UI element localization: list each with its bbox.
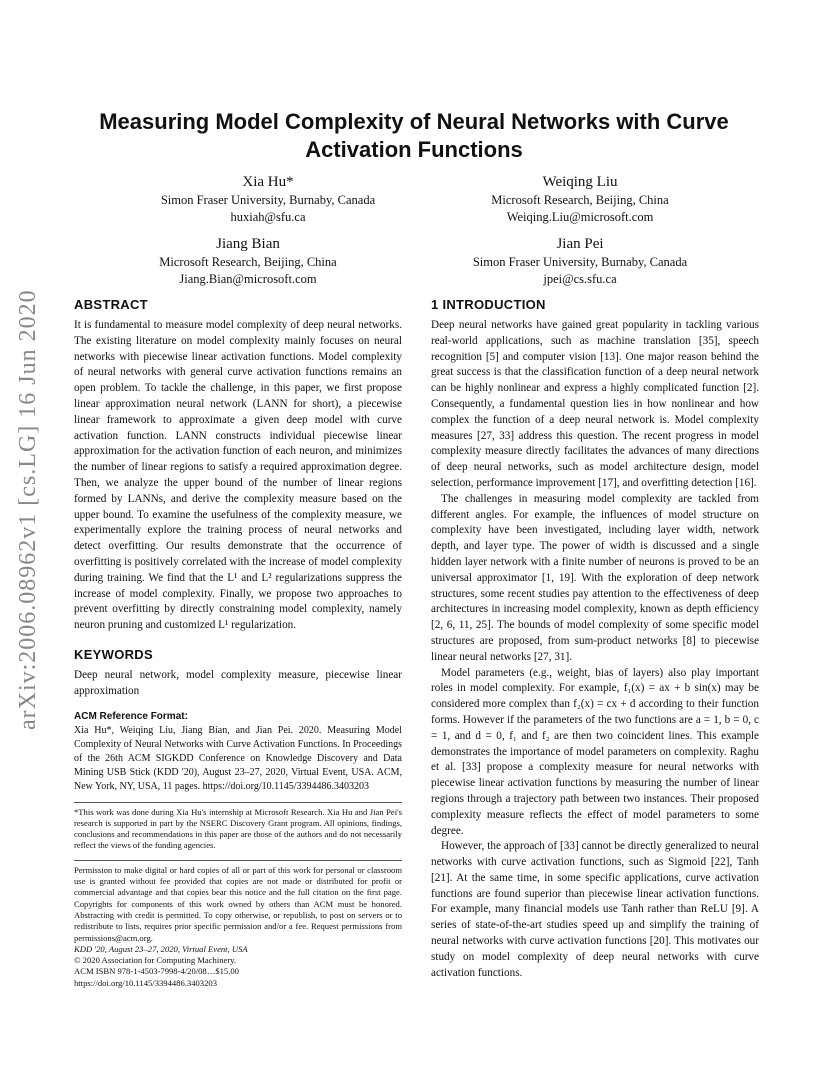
author-affiliation: Microsoft Research, Beijing, China xyxy=(491,193,669,207)
paper-title: Measuring Model Complexity of Neural Networks with Curve Activation Functions xyxy=(99,109,729,162)
conference-line: KDD '20, August 23–27, 2020, Virtual Event, USA xyxy=(74,943,248,954)
author-email: Jiang.Bian@microsoft.com xyxy=(179,272,317,286)
author-block-4 xyxy=(420,234,740,288)
permission-divider xyxy=(74,860,402,861)
arxiv-stamp: arXiv:2006.08962v1 [cs.LG] 16 Jun 2020 xyxy=(15,289,41,730)
copyright-line: © 2020 Association for Computing Machinery. xyxy=(74,955,237,966)
author-email: jpei@cs.sfu.ca xyxy=(543,272,617,286)
author-affiliation: Microsoft Research, Beijing, China xyxy=(159,255,337,269)
footnote-divider xyxy=(74,802,402,803)
doi-line: https://doi.org/10.1145/3394486.3403203 xyxy=(74,977,217,988)
author-block-3 xyxy=(88,234,408,288)
author-name: Jian Pei xyxy=(556,236,604,252)
author-affiliation: Simon Fraser University, Burnaby, Canada xyxy=(472,255,688,269)
keywords-heading: KEYWORDS xyxy=(74,646,153,662)
left-column xyxy=(74,296,402,989)
acm-reference-heading: ACM Reference Format: xyxy=(74,710,188,722)
intro-paragraph: However, the approach of [33] cannot be directly generalized to neural networks with curve activation functions, such as Sigmoid [22], Tanh [21]. At the same time, in some specific applications, curve activation functions are found superior than piecewise linear activation functions. For example, many financial models use Tanh rather than ReLU [9]. A series of state-of-the-art studies speed up and simplify the training of neural networks with curve activation functions [20]. This motivates our study on model complexity of deep neural networks with curve activation functions. xyxy=(431,840,759,979)
keywords-text: Deep neural network, model complexity measure, piecewise linear approximation xyxy=(74,668,402,697)
author-email: Weiqing.Liu@microsoft.com xyxy=(506,210,654,224)
acm-reference-text: Xia Hu*, Weiqing Liu, Jiang Bian, and Jian Pei. 2020. Measuring Model Complexity of Neural Networks with Curve Activation Functions. In Proceedings of the 26th ACM SIGKDD Conference on Knowledge Discovery and Data Mining USB Stick (KDD '20), August 23–27, 2020, Virtual Event, USA. ACM, New York, NY, USA, 11 pages. https://doi.org/10.1145/3394486.3403203 xyxy=(74,724,402,792)
author-block-1 xyxy=(108,172,428,226)
author-email: huxiah@sfu.ca xyxy=(230,210,306,224)
intro-paragraph: The challenges in measuring model complexity are tackled from different angles. For example, the influences of model structure on complexity have been investigated, including layer width, network depth, and layer type. The power of width is discussed and a single hidden layer network with a finite number of neurons is proved to be an universal approximator [1, 19]. With the exploration of deep network structures, some recent studies pay attention to the effectiveness of deep architectures in increasing model complexity, known as depth efficiency [2, 6, 11, 25]. The bounds of model complexity of some specific model structures are proposed, from sum-product networks [8] to piecewise linear neural networks [27, 31]. xyxy=(431,492,759,663)
isbn-line: ACM ISBN 978-1-4503-7998-4/20/08…$15.00 xyxy=(74,966,239,977)
author-affiliation: Simon Fraser University, Burnaby, Canada xyxy=(160,193,376,207)
footnote-text: *This work was done during Xia Hu's internship at Microsoft Research. Xia Hu and Jian Pei's research is supported in part by the NSERC Discovery Grant program. All opinions, findings, conclusions and recommendations in this paper are those of the authors and do not necessarily reflect the views of the funding agencies. xyxy=(74,806,402,851)
intro-paragraph: Model parameters (e.g., weight, bias of layers) also play important roles in model complexity. For example, f₁(x) = ax + b sin(x) may be considered more complex than f₂(x) = cx + d according to their function forms. However if the parameters of the two functions are a = 1, b = 0, c = 1, and d = 0, f₁ and f₂ are then two coincident lines. This example demonstrates the importance of model parameters on complexity. Raghu et al. [33] propose a complexity measure for neural networks with piecewise linear activation functions by measuring the number of linear regions through a trajectory path between two instances. Their proposed complexity measure reflects the effect of model parameters to some degree. xyxy=(431,666,759,837)
author-name: Xia Hu* xyxy=(242,174,294,190)
intro-paragraph: Deep neural networks have gained great popularity in tackling various real-world applications, such as machine translation [35], speech recognition [5] and computer vision [13]. One major reason behind the great success is that the classification function of a deep neural network can be highly nonlinear and express a highly complicated function [2]. Consequently, a fundamental question lies in how nonlinear and how complex the function of a deep neural network is. Model complexity measures [27, 33] address this question. The recent progress in model complexity measure directly facilitates the advances of many directions of deep neural networks, such as model architecture design, model selection, performance improvement [17], and overfitting detection [16]. xyxy=(431,319,759,489)
author-name: Jiang Bian xyxy=(216,236,280,252)
permission-text: Permission to make digital or hard copies of all or part of this work for personal or classroom use is granted without fee provided that copies are not made or distributed for profit or commercial advantage and that copies bear this notice and the full citation on the first page. Copyrights for components of this work owned by others than ACM must be honored. Abstracting with credit is permitted. To copy otherwise, or republish, to post on servers or to redistribute to lists, requires prior specific permission and/or a fee. Request permissions from permissions@acm.org. xyxy=(74,864,402,943)
right-column xyxy=(431,296,759,981)
author-block-2 xyxy=(420,172,740,226)
abstract-heading: ABSTRACT xyxy=(74,297,148,312)
introduction-heading: 1 INTRODUCTION xyxy=(431,297,546,312)
author-name: Weiqing Liu xyxy=(542,174,618,190)
abstract-text: It is fundamental to measure model complexity of deep neural networks. The existing literature on model complexity mainly focuses on neural networks with piecewise linear activation functions. Model complexity of neural networks with general curve activation functions remains an open problem. To tackle the challenge, in this paper, we first propose linear approximation neural network (LANN for short), a piecewise linear framework to approximate a given deep model with curve activation function. LANN constructs individual piecewise linear approximation for the activation function of each neuron, and minimizes the number of linear regions to satisfy a required approximation degree. Then, we analyze the upper bound of the number of linear regions formed by LANNs, and derive the complexity measure based on the upper bound. To examine the usefulness of the complexity measure, we experimentally explore the training process of neural networks and detect overfitting. Our results demonstrate that the occurrence of overfitting is positively correlated with the increase of model complexity during training. We find that the L¹ and L² regularizations suppress the increase of model complexity. Finally, we propose two approaches to prevent overfitting by directly constraining model complexity, namely neuron pruning and customized L¹ regularization. xyxy=(74,319,402,632)
